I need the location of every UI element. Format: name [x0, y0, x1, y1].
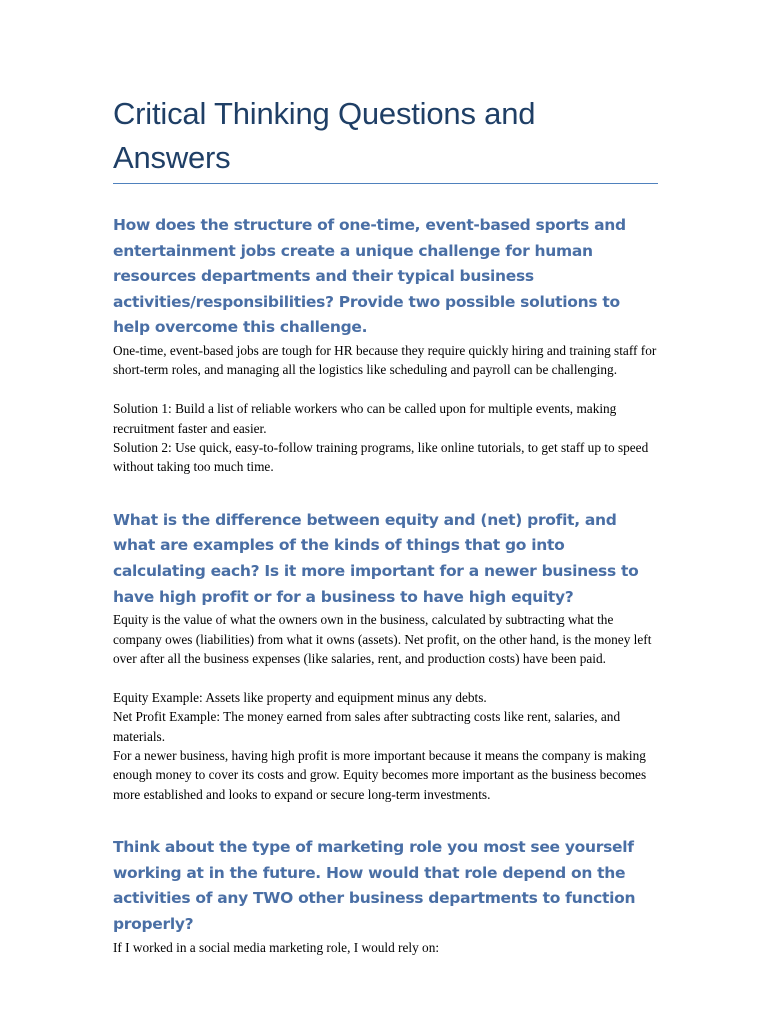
paragraph-spacer	[113, 668, 658, 687]
answer-paragraph: Equity Example: Assets like property and equipment minus any debts.	[113, 689, 487, 705]
answer-paragraph: Solution 1: Build a list of reliable workers who can be called upon for multiple events, making recruitment faster and easier.	[113, 401, 617, 436]
question-heading-1: How does the structure of one-time, event-based sports and entertainment jobs create a unique challenge for human resources departments and their typical business activities/responsibilities? Provide two possible solutions to help overcome this challenge.	[113, 216, 626, 337]
answer-paragraph: Net Profit Example: The money earned from sales after subtracting costs like rent, salaries, and materials.	[113, 709, 621, 744]
answer-paragraph: Solution 2: Use quick, easy-to-follow training programs, like online tutorials, to get staff up to speed without taking too much time.	[113, 439, 649, 475]
answer-paragraph: For a newer business, having high profit is more important because it means the company is making enough money to cover its costs and grow. Equity becomes more important as the business becomes more established and looks to expand or secure long-term investments.	[113, 748, 647, 802]
document-title: Critical Thinking Questions and Answers	[113, 92, 658, 184]
answer-paragraph: If I worked in a social media marketing role, I would rely on:	[113, 939, 440, 955]
document-page	[113, 92, 658, 957]
question-heading-2: What is the difference between equity and (net) profit, and what are examples of the kinds of things that go into calculating each? Is it more important for a newer business to have high profit or for a business to have high equity?	[113, 510, 639, 606]
question-heading-3: Think about the type of marketing role you most see yourself working at in the future. How would that role depend on the activities of any TWO other business departments to function properly?	[113, 838, 636, 933]
paragraph-spacer	[113, 380, 658, 399]
answer-paragraph: Equity is the value of what the owners own in the business, calculated by subtracting what the company owes (liabilities) from what it owns (assets). Net profit, on the other hand, is the money left over after all the business expenses (like salaries, rent, and production costs) have been paid.	[113, 612, 652, 666]
answer-paragraph: One-time, event-based jobs are tough for HR because they require quickly hiring and training staff for short-term roles, and managing all the logistics like scheduling and payroll can be challenging.	[113, 342, 657, 378]
